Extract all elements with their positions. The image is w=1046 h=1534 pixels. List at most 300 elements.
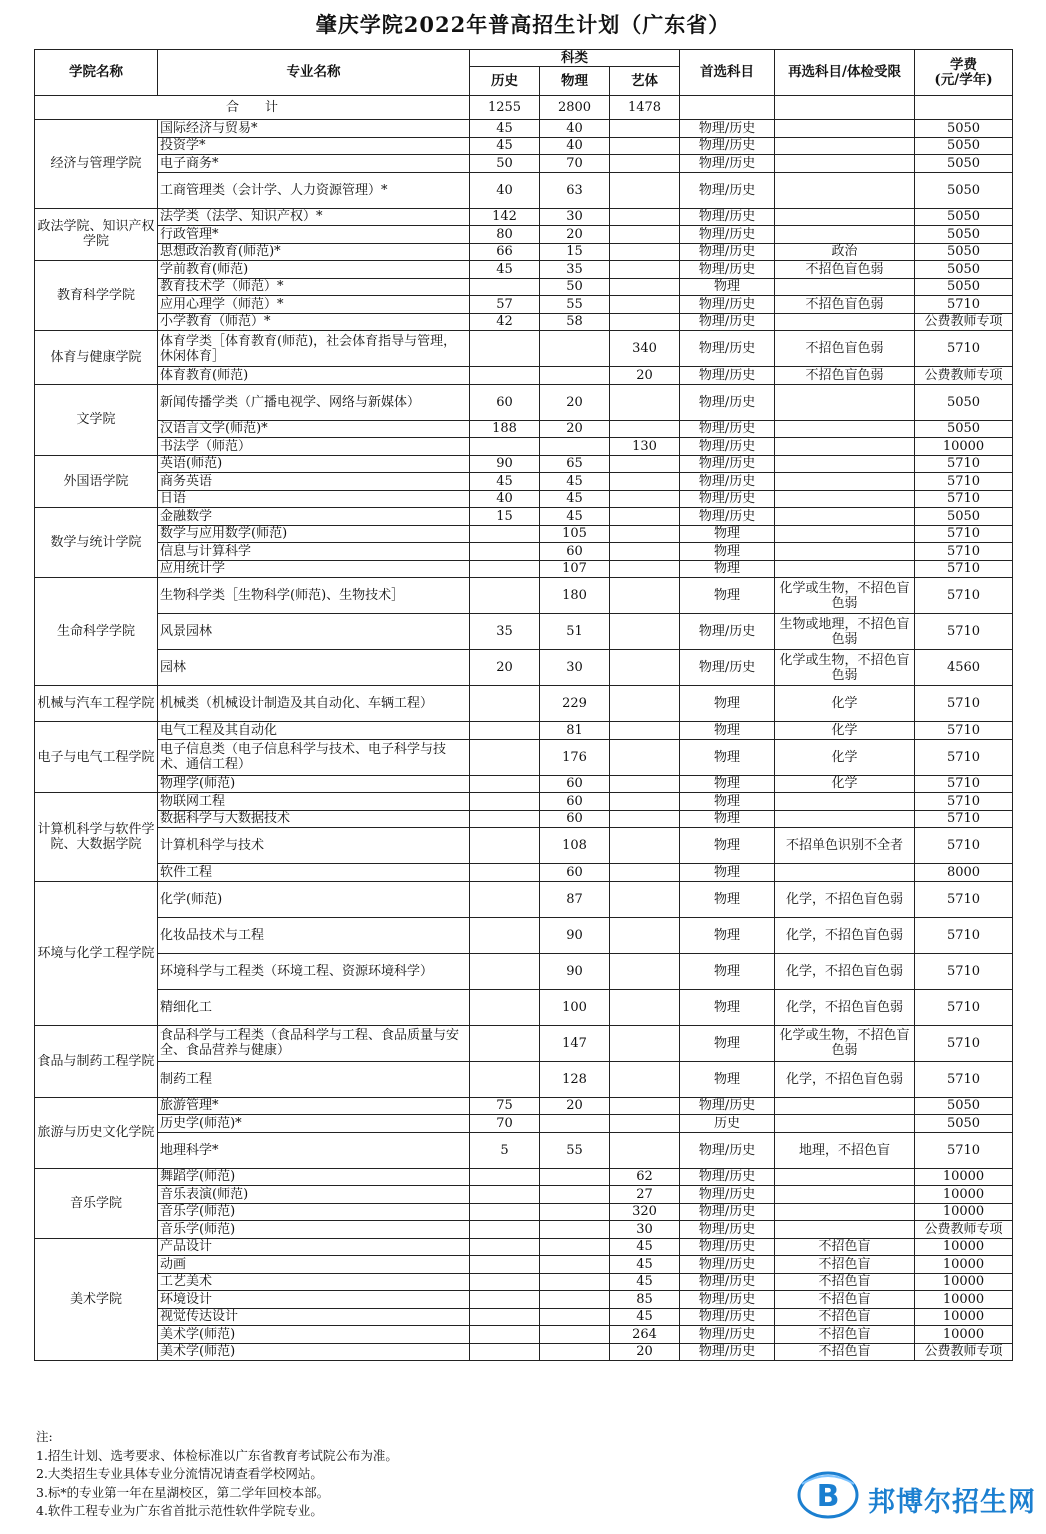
- major-name: 电子商务*: [158, 155, 470, 173]
- art-count: 45: [610, 1238, 680, 1256]
- table-row: [35, 953, 1013, 989]
- first-subject: 物理: [680, 278, 775, 296]
- art-count: [610, 243, 680, 261]
- art-count: [610, 313, 680, 331]
- college-name: 政法学院、知识产权学院: [35, 208, 158, 261]
- watermark-logo: [796, 1468, 1036, 1524]
- header-fee-label: 学费: [950, 56, 978, 73]
- college-name: 文学院: [35, 384, 158, 455]
- history-count: [470, 1168, 540, 1186]
- physics-count: 176: [540, 739, 610, 775]
- physics-count: 20: [540, 384, 610, 420]
- table-row: [35, 261, 1013, 279]
- physics-count: [540, 1308, 610, 1326]
- art-count: [610, 793, 680, 811]
- physics-count: 63: [540, 172, 610, 208]
- header-history: 历史: [470, 67, 540, 96]
- notes-heading: 注:: [36, 1429, 53, 1444]
- first-subject: 物理/历史: [680, 1203, 775, 1221]
- table-row: [35, 172, 1013, 208]
- tuition-fee: 5050: [915, 384, 1013, 420]
- physics-count: 55: [540, 1132, 610, 1168]
- physics-count: 45: [540, 490, 610, 508]
- tuition-fee: 5050: [915, 1115, 1013, 1133]
- second-subject: [775, 810, 915, 828]
- first-subject: 物理/历史: [680, 1168, 775, 1186]
- tuition-fee: 5710: [915, 473, 1013, 491]
- art-count: [610, 560, 680, 578]
- history-count: [470, 578, 540, 614]
- art-count: [610, 172, 680, 208]
- history-count: 15: [470, 508, 540, 526]
- history-count: 40: [470, 172, 540, 208]
- table-row: [35, 1256, 1013, 1274]
- tuition-fee: 5710: [915, 917, 1013, 953]
- note-item: 2.大类招生专业具体专业分流情况请查看学校网站。: [36, 1466, 323, 1482]
- art-count: 20: [610, 367, 680, 385]
- art-count: 130: [610, 438, 680, 456]
- second-subject: 化学或生物，不招色盲色弱: [775, 650, 915, 686]
- second-subject: 不招色盲: [775, 1256, 915, 1274]
- art-count: [610, 490, 680, 508]
- first-subject: 物理/历史: [680, 1256, 775, 1274]
- table-row: [35, 1291, 1013, 1309]
- first-subject: 物理/历史: [680, 1343, 775, 1361]
- tuition-fee: 5710: [915, 810, 1013, 828]
- second-subject: [775, 313, 915, 331]
- physics-count: [540, 1291, 610, 1309]
- physics-count: 90: [540, 953, 610, 989]
- tuition-fee: 5710: [915, 1025, 1013, 1061]
- physics-count: 81: [540, 722, 610, 740]
- tuition-fee: 10000: [915, 1256, 1013, 1274]
- tuition-fee: 5050: [915, 278, 1013, 296]
- first-subject: 物理/历史: [680, 438, 775, 456]
- history-count: 45: [470, 120, 540, 138]
- second-subject: 化学: [775, 775, 915, 793]
- physics-count: 15: [540, 243, 610, 261]
- first-subject: 物理: [680, 1061, 775, 1097]
- second-subject: [775, 1097, 915, 1115]
- art-count: [610, 473, 680, 491]
- major-name: 电气工程及其自动化: [158, 722, 470, 740]
- history-count: 90: [470, 455, 540, 473]
- history-count: [470, 1061, 540, 1097]
- major-name: 计算机科学与技术: [158, 828, 470, 864]
- art-count: [610, 226, 680, 244]
- college-name: 食品与制药工程学院: [35, 1025, 158, 1097]
- table-row: [35, 455, 1013, 473]
- physics-count: 180: [540, 578, 610, 614]
- first-subject: 物理/历史: [680, 296, 775, 314]
- physics-count: 45: [540, 508, 610, 526]
- art-count: [610, 881, 680, 917]
- table-row: [35, 1168, 1013, 1186]
- physics-count: [540, 367, 610, 385]
- physics-count: 50: [540, 278, 610, 296]
- tuition-fee: 4560: [915, 650, 1013, 686]
- second-subject: 化学或生物，不招色盲色弱: [775, 578, 915, 614]
- table-row: [35, 1061, 1013, 1097]
- table-row: [35, 793, 1013, 811]
- physics-count: 20: [540, 420, 610, 438]
- first-subject: 物理: [680, 881, 775, 917]
- college-name: 生命科学学院: [35, 578, 158, 686]
- history-count: [470, 739, 540, 775]
- tuition-fee: 5050: [915, 420, 1013, 438]
- art-count: [610, 828, 680, 864]
- history-count: [470, 560, 540, 578]
- tuition-fee: 5050: [915, 137, 1013, 155]
- tuition-fee: 5710: [915, 722, 1013, 740]
- second-subject: 不招色盲: [775, 1343, 915, 1361]
- art-count: [610, 614, 680, 650]
- tuition-fee: 5710: [915, 793, 1013, 811]
- second-subject: [775, 525, 915, 543]
- tuition-fee: 公费教师专项: [915, 313, 1013, 331]
- physics-count: 40: [540, 137, 610, 155]
- header-category: 科类: [470, 50, 680, 67]
- major-name: 物联网工程: [158, 793, 470, 811]
- tuition-fee: 5050: [915, 172, 1013, 208]
- art-count: [610, 650, 680, 686]
- second-subject: [775, 1186, 915, 1204]
- table-row: [35, 243, 1013, 261]
- first-subject: 物理: [680, 543, 775, 561]
- table-row: [35, 155, 1013, 173]
- svg-text:B: B: [816, 1479, 840, 1514]
- tuition-fee: 10000: [915, 1273, 1013, 1291]
- major-name: 风景园林: [158, 614, 470, 650]
- table-row: [35, 1097, 1013, 1115]
- history-count: [470, 828, 540, 864]
- first-subject: 物理: [680, 1025, 775, 1061]
- art-count: 30: [610, 1221, 680, 1239]
- note-item: 3.标*的专业第一年在星湖校区，第二学年回校本部。: [36, 1484, 330, 1500]
- major-name: 书法学（师范）: [158, 438, 470, 456]
- second-subject: [775, 1203, 915, 1221]
- history-count: [470, 367, 540, 385]
- header-first-subject: 首选科目: [680, 50, 775, 96]
- tuition-fee: 5710: [915, 578, 1013, 614]
- second-subject: [775, 384, 915, 420]
- physics-count: 45: [540, 473, 610, 491]
- art-count: [610, 1061, 680, 1097]
- history-count: [470, 881, 540, 917]
- art-count: [610, 953, 680, 989]
- second-subject: [775, 172, 915, 208]
- second-subject: 政治: [775, 243, 915, 261]
- major-name: 化学(师范): [158, 881, 470, 917]
- art-count: 20: [610, 1343, 680, 1361]
- second-subject: [775, 420, 915, 438]
- physics-count: 30: [540, 208, 610, 226]
- second-subject: 不招色盲色弱: [775, 331, 915, 367]
- tuition-fee: 5710: [915, 989, 1013, 1025]
- second-subject: 化学，不招色盲色弱: [775, 953, 915, 989]
- first-subject: 物理/历史: [680, 313, 775, 331]
- first-subject: 物理/历史: [680, 1308, 775, 1326]
- second-subject: 化学，不招色盲色弱: [775, 917, 915, 953]
- header-physics: 物理: [540, 67, 610, 96]
- major-name: 舞蹈学(师范): [158, 1168, 470, 1186]
- table-row: [35, 864, 1013, 882]
- physics-count: 128: [540, 1061, 610, 1097]
- tuition-fee: 5710: [915, 828, 1013, 864]
- major-name: 商务英语: [158, 473, 470, 491]
- physics-count: [540, 1203, 610, 1221]
- art-count: [610, 989, 680, 1025]
- art-count: [610, 455, 680, 473]
- major-name: 环境设计: [158, 1291, 470, 1309]
- first-subject: 物理/历史: [680, 208, 775, 226]
- total-physics: 2800: [540, 96, 610, 120]
- major-name: 视觉传达设计: [158, 1308, 470, 1326]
- tuition-fee: 5710: [915, 614, 1013, 650]
- history-count: 142: [470, 208, 540, 226]
- major-name: 音乐学(师范): [158, 1203, 470, 1221]
- art-count: 62: [610, 1168, 680, 1186]
- major-name: 金融数学: [158, 508, 470, 526]
- tuition-fee: 5050: [915, 208, 1013, 226]
- second-subject: 化学: [775, 686, 915, 722]
- table-row: [35, 989, 1013, 1025]
- second-subject: [775, 1115, 915, 1133]
- tuition-fee: 5710: [915, 490, 1013, 508]
- table-row: [35, 1132, 1013, 1168]
- history-count: [470, 278, 540, 296]
- tuition-fee: 5710: [915, 525, 1013, 543]
- first-subject: 物理/历史: [680, 420, 775, 438]
- first-subject: 物理/历史: [680, 226, 775, 244]
- note-item: 4.软件工程专业为广东省首批示范性软件学院专业。: [36, 1503, 323, 1519]
- second-subject: [775, 278, 915, 296]
- major-name: 应用心理学（师范）*: [158, 296, 470, 314]
- art-count: [610, 739, 680, 775]
- first-subject: 物理/历史: [680, 384, 775, 420]
- table-row: [35, 490, 1013, 508]
- second-subject: [775, 226, 915, 244]
- physics-count: 60: [540, 864, 610, 882]
- art-count: [610, 917, 680, 953]
- history-count: [470, 1273, 540, 1291]
- art-count: [610, 578, 680, 614]
- history-count: [470, 1326, 540, 1344]
- second-subject: [775, 120, 915, 138]
- table-row: [35, 828, 1013, 864]
- major-name: 食品科学与工程类（食品科学与工程、食品质量与安全、食品营养与健康）: [158, 1025, 470, 1061]
- major-name: 动画: [158, 1256, 470, 1274]
- college-name: 计算机科学与软件学院、大数据学院: [35, 793, 158, 882]
- history-count: [470, 525, 540, 543]
- physics-count: [540, 1273, 610, 1291]
- second-subject: [775, 473, 915, 491]
- art-count: 340: [610, 331, 680, 367]
- major-name: 化妆品技术与工程: [158, 917, 470, 953]
- college-name: 电子与电气工程学院: [35, 722, 158, 793]
- art-count: [610, 278, 680, 296]
- history-count: 188: [470, 420, 540, 438]
- first-subject: 物理/历史: [680, 1132, 775, 1168]
- second-subject: [775, 543, 915, 561]
- total-label: 合 计: [35, 96, 470, 120]
- table-row: [35, 525, 1013, 543]
- physics-count: 90: [540, 917, 610, 953]
- physics-count: 107: [540, 560, 610, 578]
- physics-count: 60: [540, 543, 610, 561]
- total-history: 1255: [470, 96, 540, 120]
- table-row: [35, 331, 1013, 367]
- physics-count: [540, 1326, 610, 1344]
- major-name: 制药工程: [158, 1061, 470, 1097]
- table-row: [35, 226, 1013, 244]
- first-subject: 物理/历史: [680, 1326, 775, 1344]
- table-row: [35, 367, 1013, 385]
- table-row: [35, 1115, 1013, 1133]
- college-name: 经济与管理学院: [35, 120, 158, 209]
- first-subject: 物理: [680, 864, 775, 882]
- major-name: 美术学(师范): [158, 1343, 470, 1361]
- college-name: 教育科学学院: [35, 261, 158, 331]
- table-row: [35, 881, 1013, 917]
- physics-count: [540, 1343, 610, 1361]
- history-count: 60: [470, 384, 540, 420]
- first-subject: 物理: [680, 578, 775, 614]
- header-art: 艺体: [610, 67, 680, 96]
- college-name: 美术学院: [35, 1238, 158, 1361]
- major-name: 生物科学类［生物科学(师范)、生物技术］: [158, 578, 470, 614]
- history-count: [470, 722, 540, 740]
- tuition-fee: 5710: [915, 881, 1013, 917]
- first-subject: 物理: [680, 739, 775, 775]
- physics-count: 51: [540, 614, 610, 650]
- table-row: [35, 438, 1013, 456]
- history-count: 70: [470, 1115, 540, 1133]
- header-major: 专业名称: [158, 50, 470, 96]
- art-count: 85: [610, 1291, 680, 1309]
- major-name: 软件工程: [158, 864, 470, 882]
- art-count: 27: [610, 1186, 680, 1204]
- table-row: [35, 1221, 1013, 1239]
- major-name: 精细化工: [158, 989, 470, 1025]
- table-row: [35, 120, 1013, 138]
- tuition-fee: 5050: [915, 226, 1013, 244]
- total-row: [35, 96, 1013, 120]
- tuition-fee: 5050: [915, 261, 1013, 279]
- tuition-fee: 5050: [915, 155, 1013, 173]
- major-name: 汉语言文学(师范)*: [158, 420, 470, 438]
- second-subject: 不招色盲色弱: [775, 296, 915, 314]
- first-subject: 物理/历史: [680, 490, 775, 508]
- second-subject: 地理，不招色盲: [775, 1132, 915, 1168]
- history-count: [470, 438, 540, 456]
- tuition-fee: 5710: [915, 560, 1013, 578]
- table-row: [35, 296, 1013, 314]
- header-second-subject: 再选科目/体检受限: [775, 50, 915, 96]
- art-count: [610, 543, 680, 561]
- second-subject: 不招色盲: [775, 1238, 915, 1256]
- major-name: 环境科学与工程类（环境工程、资源环境科学）: [158, 953, 470, 989]
- college-name: 体育与健康学院: [35, 331, 158, 385]
- art-count: [610, 155, 680, 173]
- major-name: 英语(师范): [158, 455, 470, 473]
- first-subject: 物理/历史: [680, 614, 775, 650]
- major-name: 数据科学与大数据技术: [158, 810, 470, 828]
- first-subject: 物理/历史: [680, 1273, 775, 1291]
- first-subject: 物理/历史: [680, 367, 775, 385]
- first-subject: 物理: [680, 917, 775, 953]
- watermark-badge-icon: [796, 1470, 860, 1520]
- page-title: 肇庆学院2022年普高招生计划（广东省）: [315, 12, 731, 37]
- physics-count: 229: [540, 686, 610, 722]
- tuition-fee: 5710: [915, 953, 1013, 989]
- history-count: 45: [470, 473, 540, 491]
- tuition-fee: 10000: [915, 1308, 1013, 1326]
- tuition-fee: 公费教师专项: [915, 1343, 1013, 1361]
- table-row: [35, 543, 1013, 561]
- table-row: [35, 1025, 1013, 1061]
- physics-count: [540, 1115, 610, 1133]
- notes: [36, 1428, 398, 1521]
- college-name: 音乐学院: [35, 1168, 158, 1238]
- tuition-fee: 公费教师专项: [915, 367, 1013, 385]
- table-row: [35, 1308, 1013, 1326]
- tuition-fee: 5710: [915, 739, 1013, 775]
- art-count: 45: [610, 1308, 680, 1326]
- physics-count: 20: [540, 1097, 610, 1115]
- history-count: 45: [470, 261, 540, 279]
- table-row: [35, 313, 1013, 331]
- physics-count: [540, 1221, 610, 1239]
- history-count: [470, 1256, 540, 1274]
- first-subject: 物理/历史: [680, 1238, 775, 1256]
- art-count: [610, 525, 680, 543]
- art-count: [610, 864, 680, 882]
- first-subject: 物理/历史: [680, 1291, 775, 1309]
- history-count: 50: [470, 155, 540, 173]
- major-name: 工商管理类（会计学、人力资源管理）*: [158, 172, 470, 208]
- physics-count: 105: [540, 525, 610, 543]
- history-count: [470, 864, 540, 882]
- physics-count: 60: [540, 810, 610, 828]
- physics-count: [540, 331, 610, 367]
- tuition-fee: 5710: [915, 455, 1013, 473]
- history-count: 42: [470, 313, 540, 331]
- first-subject: 物理/历史: [680, 650, 775, 686]
- history-count: [470, 1203, 540, 1221]
- tuition-fee: 公费教师专项: [915, 1221, 1013, 1239]
- second-subject: [775, 438, 915, 456]
- major-name: 国际经济与贸易*: [158, 120, 470, 138]
- college-name: 旅游与历史文化学院: [35, 1097, 158, 1168]
- first-subject: 物理/历史: [680, 1186, 775, 1204]
- art-count: [610, 810, 680, 828]
- history-count: [470, 543, 540, 561]
- header-fee-unit: (元/学年): [934, 71, 993, 88]
- second-subject: [775, 1221, 915, 1239]
- physics-count: 35: [540, 261, 610, 279]
- history-count: [470, 686, 540, 722]
- art-count: [610, 686, 680, 722]
- tuition-fee: 10000: [915, 1168, 1013, 1186]
- tuition-fee: 5710: [915, 686, 1013, 722]
- major-name: 教育技术学（师范）*: [158, 278, 470, 296]
- second-subject: 化学，不招色盲色弱: [775, 989, 915, 1025]
- first-subject: 物理/历史: [680, 137, 775, 155]
- art-count: [610, 420, 680, 438]
- table-row: [35, 810, 1013, 828]
- tuition-fee: 5050: [915, 120, 1013, 138]
